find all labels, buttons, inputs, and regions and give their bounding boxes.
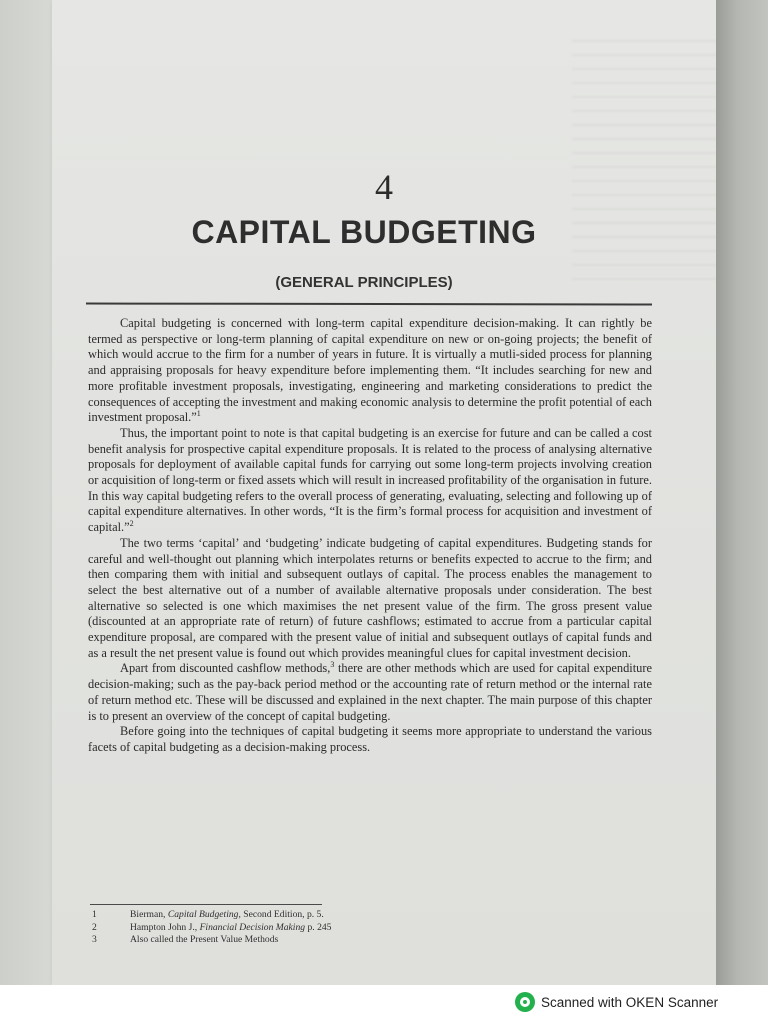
footnote-ref: 1 bbox=[196, 409, 201, 419]
paragraph-text: Thus, the important point to note is that capital budgeting is an exercise for future and can be called a cost benefit analysis for prospective capital expenditure proposals. It is related to the process of analysing alternative proposals for deployment of available capital funds for carrying out some long-term projects involving creation or acquisition of long-term or fixed assets which will result in increased profitability of the organisation in future. In this way capital budgeting refers to the overall process of generating, evaluating, selecting and following up of capital expenditure alternatives. In other words, “It is the firm’s formal process for acquisition and investment of capital.” bbox=[88, 425, 652, 535]
chapter-number: 4 bbox=[375, 167, 393, 207]
footnote-number: 3 bbox=[92, 934, 97, 945]
footnote-1 bbox=[92, 909, 492, 922]
scanner-watermark bbox=[515, 991, 718, 1013]
chapter-title: CAPITAL BUDGETING bbox=[191, 214, 537, 250]
paragraph-2 bbox=[88, 426, 652, 536]
footnotes bbox=[92, 909, 492, 947]
paragraph-1 bbox=[88, 316, 652, 426]
paragraph-text: Apart from discounted cashflow methods, bbox=[120, 661, 331, 676]
paragraph-text: Before going into the techniques of capital budgeting it seems more appropriate to understand the various facets of capital budgeting as a decision-making process. bbox=[88, 724, 652, 754]
body-text bbox=[88, 316, 652, 756]
oken-scanner-logo-icon bbox=[515, 992, 535, 1012]
paragraph-3 bbox=[88, 536, 652, 662]
footnote-2 bbox=[92, 922, 492, 935]
footnote-rule bbox=[90, 904, 322, 905]
footnote-number: 1 bbox=[92, 909, 97, 920]
page-shadow bbox=[716, 0, 768, 985]
chapter-subtitle: (GENERAL PRINCIPLES) bbox=[275, 274, 453, 291]
watermark-text: Scanned with OKEN Scanner bbox=[541, 994, 719, 1010]
footnote-text: Hampton John J., Financial Decision Making p. 245 bbox=[130, 921, 332, 933]
paragraph-4 bbox=[88, 661, 652, 724]
footnote-text: Also called the Present Value Methods bbox=[130, 934, 279, 945]
paragraph-text: The two terms ‘capital’ and ‘budgeting’ indicate budgeting of capital expenditures. Budgeting stands for careful and well-thought out planning which interpolates returns or benefits expected to accrue to the firm; and then comparing them with initial and subsequent outlays of capital. The process enables the management to select the best alternative out of a number of available alternative proposals under consideration. The best alternative so selected is one which maximises the net present value of the firm. The gross present value (discounted at an appropriate rate of return) of future cashflows; estimated to accrue from a particular capital expenditure proposal, are compared with the present value of initial and subsequent outlays of capital funds and as a result the net present value is found out which provides meaningful clues for capital investment decision. bbox=[88, 535, 652, 660]
footnote-text: Bierman, Capital Budgeting, Second Edition, p. 5. bbox=[130, 909, 324, 920]
footnote-ref: 3 bbox=[330, 660, 335, 670]
title-rule bbox=[86, 303, 652, 306]
footnote-ref: 2 bbox=[129, 519, 134, 529]
paragraph-5 bbox=[88, 724, 652, 755]
footnote-3 bbox=[92, 934, 492, 947]
book-page bbox=[52, 0, 716, 985]
paragraph-text: there are other methods which are used for capital expenditure decision-making; such as the pay-back period method or the accounting rate of return method or the internal rate of return method etc. These will be discussed and explained in the next chapter. The main purpose of this chapter is to present an overview of the concept of capital budgeting. bbox=[88, 661, 652, 723]
paragraph-text: Capital budgeting is concerned with long-term capital expenditure decision-making. It can rightly be termed as perspective or long-term planning of capital expenditure on new or on-going projects; the benefit of which would accrue to the firm for a number of years in future. It is virtually a mutli-sided process for planning and appraising proposals for heavy expenditure before implementing them. “It includes searching for new and more profitable investment proposals, investigating, engineering and marketing considerations to predict the consequences of accepting the investment and making economic analysis to determine the profit potential of each investment proposal.” bbox=[88, 316, 652, 425]
footnote-number: 2 bbox=[92, 921, 97, 933]
